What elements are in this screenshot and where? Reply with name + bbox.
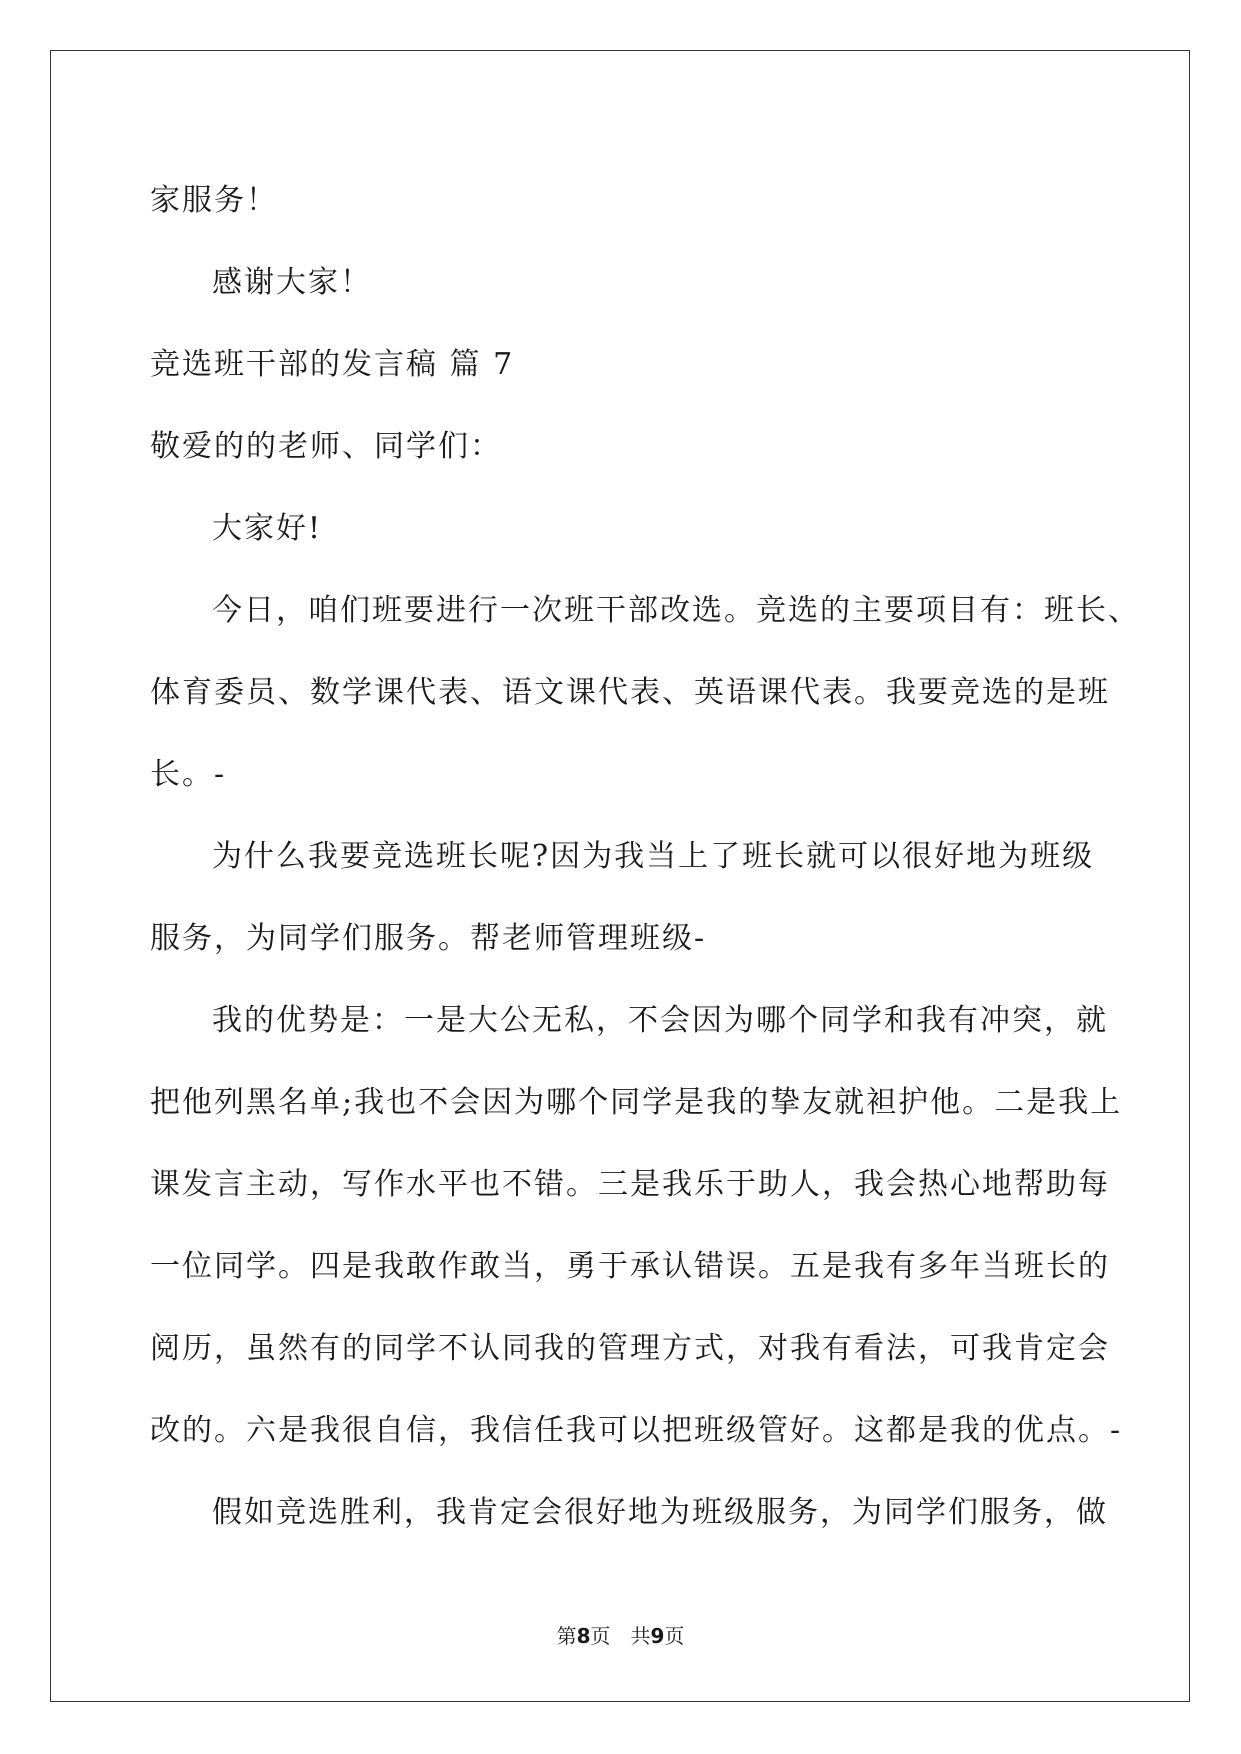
text-line: 课发言主动，写作水平也不错。三是我乐于助人，我会热心地帮助每 <box>150 1167 1110 1202</box>
text-line: 家服务！ <box>150 183 278 218</box>
page-prefix: 第 <box>556 1624 577 1648</box>
text-line: 把他列黑名单;我也不会因为哪个同学是我的挚友就袒护他。二是我上 <box>150 1085 1123 1120</box>
text-line: 我的优势是：一是大公无私，不会因为哪个同学和我有冲突，就 <box>212 1003 1108 1038</box>
text-line: 感谢大家！ <box>212 265 372 300</box>
text-line: 长。- <box>150 757 227 792</box>
text-line: 服务，为同学们服务。帮老师管理班级- <box>150 921 707 956</box>
section-heading: 竞选班干部的发言稿 篇 7 <box>150 347 515 382</box>
text-line: 一位同学。四是我敢作敢当，勇于承认错误。五是我有多年当班长的 <box>150 1249 1110 1284</box>
text-line: 体育委员、数学课代表、语文课代表、英语课代表。我要竞选的是班 <box>150 675 1110 710</box>
page-suffix: 页 <box>590 1624 611 1648</box>
document-body <box>150 160 1140 1554</box>
text-line: 为什么我要竞选班长呢?因为我当上了班长就可以很好地为班级 <box>212 839 1095 874</box>
text-line: 阅历，虽然有的同学不认同我的管理方式，对我有看法，可我肯定会 <box>150 1331 1110 1366</box>
page-footer <box>0 1622 1241 1650</box>
total-pages: 9 <box>650 1624 665 1648</box>
total-prefix: 共 <box>630 1624 651 1648</box>
total-suffix: 页 <box>664 1624 685 1648</box>
text-line: 假如竞选胜利，我肯定会很好地为班级服务，为同学们服务，做 <box>212 1495 1108 1530</box>
page-number: 8 <box>576 1624 591 1648</box>
salutation: 敬爱的的老师、同学们： <box>150 429 502 464</box>
text-line: 改的。六是我很自信，我信任我可以把班级管好。这都是我的优点。- <box>150 1413 1123 1448</box>
text-line: 今日，咱们班要进行一次班干部改选。竞选的主要项目有：班长、 <box>212 593 1140 628</box>
greeting: 大家好! <box>212 511 323 546</box>
